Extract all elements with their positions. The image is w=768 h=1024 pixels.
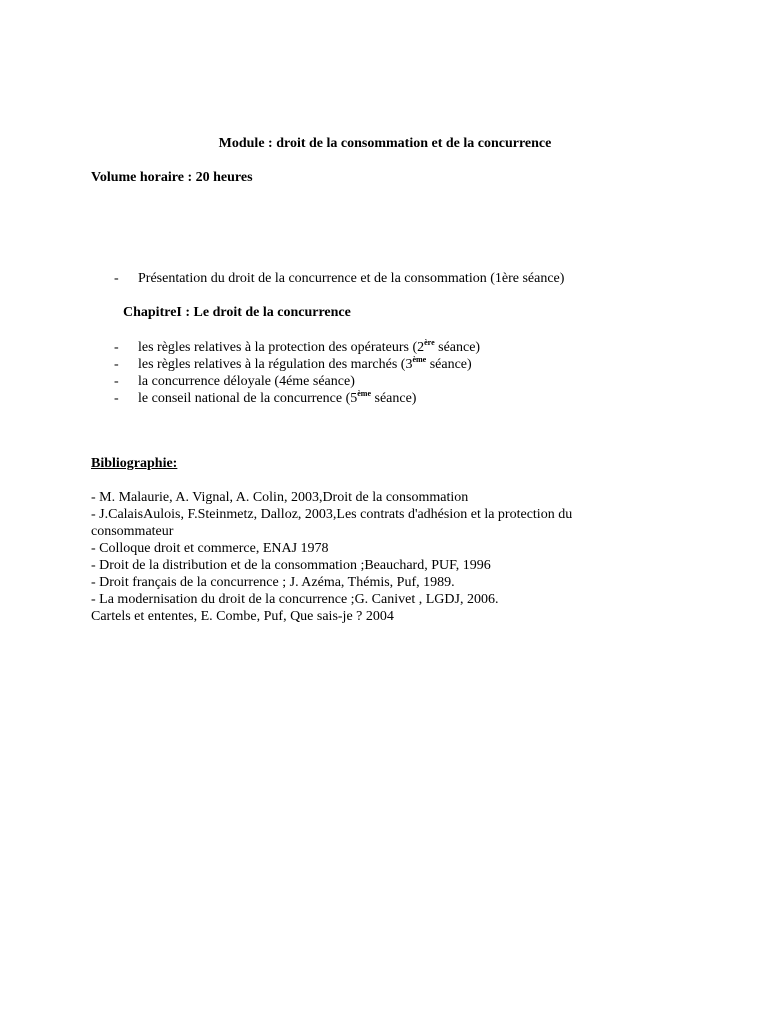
list-item-text: les règles relatives à la protection des opérateurs (2 — [138, 340, 425, 355]
module-title: Module : droit de la consommation et de la concurrence — [218, 136, 552, 151]
list-item-sup: ème — [357, 389, 371, 398]
bibliography-item: Cartels et ententes, E. Combe, Puf, Que sais-je ? 2004 — [91, 609, 394, 624]
list-dash: - — [114, 374, 119, 389]
list-item-text-end: séance) — [434, 340, 481, 355]
list-item — [114, 373, 480, 390]
list-dash: - — [114, 340, 119, 355]
list-item-sup: ème — [412, 355, 427, 364]
bibliography-heading: Bibliographie: — [91, 456, 178, 471]
chapter-title: ChapitreI : Le droit de la concurrence — [123, 305, 351, 320]
list-dash: - — [114, 271, 119, 286]
list-item-sup: ère — [424, 338, 435, 347]
bibliography-item: - J.CalaisAulois, F.Steinmetz, Dalloz, 2003,Les contrats d'adhésion et la protection du consommateur — [91, 507, 573, 539]
volume-horaire: Volume horaire : 20 heures — [91, 170, 253, 185]
bibliography-item: - La modernisation du droit de la concurrence ;G. Canivet , LGDJ, 2006. — [91, 592, 499, 607]
list-item-text: les règles relatives à la régulation des marchés (3 — [138, 357, 413, 372]
list-item — [114, 390, 480, 407]
chapter-items-list — [114, 339, 480, 407]
bibliography-item: - M. Malaurie, A. Vignal, A. Colin, 2003,Droit de la consommation — [91, 490, 469, 505]
list-dash: - — [114, 391, 119, 406]
list-item — [114, 339, 480, 356]
intro-item — [114, 271, 564, 287]
list-item-text: la concurrence déloyale (4éme séance) — [138, 374, 355, 389]
bibliography-item: - Colloque droit et commerce, ENAJ 1978 — [91, 541, 329, 556]
list-item-text-end: séance) — [426, 357, 472, 372]
bibliography-item: - Droit de la distribution et de la consommation ;Beauchard, PUF, 1996 — [91, 558, 491, 573]
intro-item-text: Présentation du droit de la concurrence et de la consommation (1ère séance) — [138, 271, 565, 286]
bibliography-item: - Droit français de la concurrence ; J. Azéma, Thémis, Puf, 1989. — [91, 575, 455, 590]
list-item-text: le conseil national de la concurrence (5 — [138, 391, 358, 406]
bibliography-list — [91, 489, 651, 625]
list-item-text-end: séance) — [371, 391, 417, 406]
list-item — [114, 356, 480, 373]
list-dash: - — [114, 357, 119, 372]
